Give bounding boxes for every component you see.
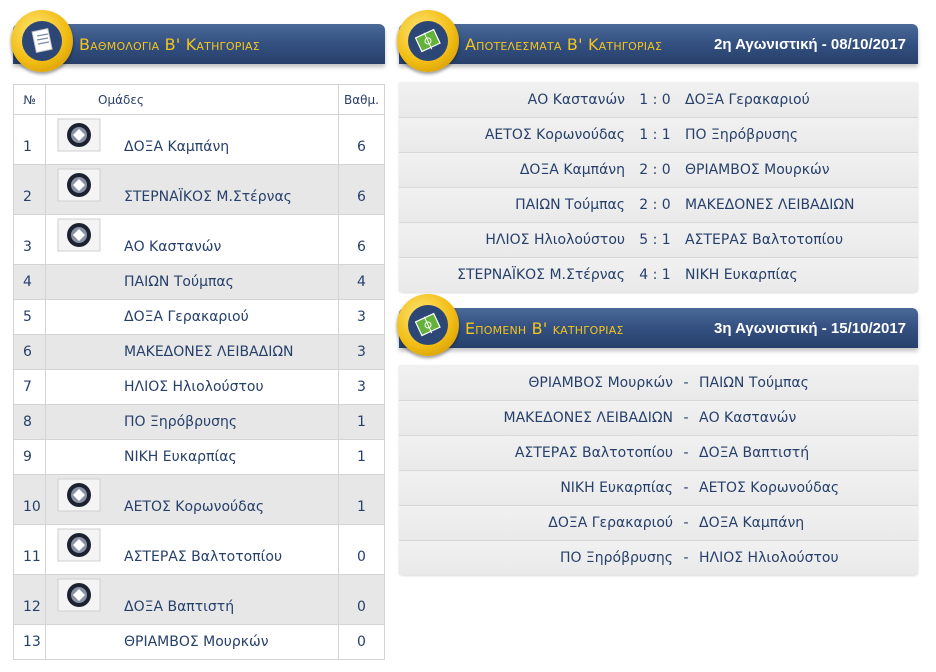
team-logo-icon	[56, 118, 102, 152]
team-points: 0	[339, 625, 385, 660]
team-points: 0	[339, 525, 385, 575]
home-team: ΝΙΚΗ Ευκαρπίας	[560, 480, 673, 496]
team-cell	[46, 625, 339, 660]
away-team: ΜΑΚΕΔΟΝΕΣ ΛΕΙΒΑΔΙΩΝ	[685, 197, 855, 213]
team-cell	[46, 115, 339, 165]
standings-table	[13, 84, 385, 660]
home-team: ΠΟ Ξηρόβρυσης	[559, 550, 673, 566]
football-pitch-icon	[414, 27, 442, 55]
match-row[interactable]	[399, 365, 918, 400]
standings-title: Βαθμολογια Β' Κατηγοριας	[79, 34, 260, 54]
table-row[interactable]	[14, 475, 385, 525]
row-position: 1	[14, 115, 46, 165]
match-row[interactable]	[399, 257, 918, 292]
team-points: 1	[339, 440, 385, 475]
team-logo-icon	[56, 478, 102, 512]
table-row[interactable]	[14, 335, 385, 370]
football-pitch-icon	[414, 311, 442, 339]
match-row[interactable]	[399, 82, 918, 117]
team-cell	[46, 265, 339, 300]
row-position: 7	[14, 370, 46, 405]
match-separator: -	[683, 480, 689, 496]
team-points: 0	[339, 575, 385, 625]
team-points: 4	[339, 265, 385, 300]
document-icon	[29, 27, 55, 55]
home-team: ΑΟ Καστανών	[527, 91, 625, 108]
row-position: 13	[14, 625, 46, 660]
col-points: Βαθμ.	[339, 85, 385, 115]
team-name[interactable]: ΣΤΕΡΝΑΪΚΟΣ Μ.Στέρνας	[124, 189, 292, 205]
row-position: 6	[14, 335, 46, 370]
match-row[interactable]	[399, 505, 918, 540]
match-separator: -	[683, 410, 689, 426]
results-badge	[397, 10, 459, 72]
team-points: 3	[339, 335, 385, 370]
team-name[interactable]: ΑΟ Καστανών	[124, 239, 222, 255]
home-team: ΑΕΤΟΣ Κορωνούδας	[484, 127, 625, 143]
team-points: 6	[339, 165, 385, 215]
home-team: ΘΡΙΑΜΒΟΣ Μουρκών	[528, 374, 673, 391]
team-cell	[46, 525, 339, 575]
match-separator: -	[683, 550, 689, 566]
home-team: ΜΑΚΕΔΟΝΕΣ ΛΕΙΒΑΔΙΩΝ	[503, 410, 673, 426]
match-score: 4 : 1	[639, 267, 671, 283]
home-team: ΔΟΞΑ Γερακαριού	[548, 515, 673, 531]
col-position: №	[14, 85, 46, 115]
home-team: ΣΤΕΡΝΑΪΚΟΣ Μ.Στέρνας	[457, 267, 625, 283]
table-row[interactable]	[14, 525, 385, 575]
away-team: ΠΑΙΩΝ Τούμπας	[699, 374, 809, 391]
table-row[interactable]	[14, 265, 385, 300]
team-name[interactable]: ΜΑΚΕΔΟΝΕΣ ΛΕΙΒΑΔΙΩΝ	[124, 344, 294, 360]
team-points: 6	[339, 215, 385, 265]
team-name[interactable]: ΑΣΤΕΡΑΣ Βαλτοτοπίου	[124, 549, 283, 565]
team-cell	[46, 475, 339, 525]
results-title: Αποτελεσματα Β' Κατηγοριας	[465, 34, 663, 54]
match-score: 1 : 0	[639, 91, 671, 108]
team-cell	[46, 370, 339, 405]
team-cell	[46, 300, 339, 335]
next-panel	[399, 365, 918, 575]
team-name[interactable]: ΔΟΞΑ Γερακαριού	[124, 309, 249, 325]
away-team: ΑΣΤΕΡΑΣ Βαλτοτοπίου	[685, 232, 844, 248]
results-round: 2η Αγωνιστική - 08/10/2017	[714, 35, 906, 53]
row-position: 2	[14, 165, 46, 215]
match-score: 2 : 0	[639, 197, 671, 213]
row-position: 10	[14, 475, 46, 525]
team-name[interactable]: ΠΑΙΩΝ Τούμπας	[124, 274, 234, 290]
team-cell	[46, 165, 339, 215]
match-separator: -	[683, 515, 689, 531]
row-position: 8	[14, 405, 46, 440]
row-position: 9	[14, 440, 46, 475]
table-row[interactable]	[14, 625, 385, 660]
away-team: ΑΟ Καστανών	[699, 410, 797, 426]
team-name[interactable]: ΠΟ Ξηρόβρυσης	[124, 414, 238, 430]
next-badge	[397, 294, 459, 356]
team-name[interactable]: ΗΛΙΟΣ Ηλιολούστου	[124, 379, 264, 395]
away-team: ΘΡΙΑΜΒΟΣ Μουρκών	[685, 162, 830, 178]
team-cell	[46, 575, 339, 625]
results-header	[399, 24, 918, 64]
team-logo-icon	[56, 218, 102, 252]
table-row[interactable]	[14, 575, 385, 625]
col-team: Ομάδες	[46, 85, 339, 115]
team-points: 3	[339, 370, 385, 405]
team-name[interactable]: ΘΡΙΑΜΒΟΣ Μουρκών	[124, 634, 269, 650]
away-team: ΔΟΞΑ Καμπάνη	[699, 515, 805, 531]
table-row[interactable]	[14, 165, 385, 215]
match-score: 1 : 1	[639, 127, 671, 143]
match-score: 5 : 1	[639, 232, 671, 248]
away-team: ΗΛΙΟΣ Ηλιολούστου	[699, 550, 839, 566]
match-row[interactable]	[399, 187, 918, 222]
team-name[interactable]: ΝΙΚΗ Ευκαρπίας	[124, 449, 237, 465]
team-points: 1	[339, 475, 385, 525]
home-team: ΑΣΤΕΡΑΣ Βαλτοτοπίου	[514, 445, 673, 461]
table-row[interactable]	[14, 440, 385, 475]
team-name[interactable]: ΔΟΞΑ Βαπτιστή	[124, 599, 235, 615]
team-cell	[46, 335, 339, 370]
match-separator: -	[683, 445, 689, 461]
away-team: ΠΟ Ξηρόβρυσης	[685, 127, 799, 143]
away-team: ΔΟΞΑ Βαπτιστή	[699, 445, 810, 461]
team-cell	[46, 440, 339, 475]
row-position: 12	[14, 575, 46, 625]
team-cell	[46, 405, 339, 440]
away-team: ΔΟΞΑ Γερακαριού	[685, 91, 810, 108]
match-row[interactable]	[399, 470, 918, 505]
match-row[interactable]	[399, 152, 918, 187]
home-team: ΗΛΙΟΣ Ηλιολούστου	[485, 232, 625, 248]
next-round: 3η Αγωνιστική - 15/10/2017	[714, 319, 906, 337]
team-points: 3	[339, 300, 385, 335]
row-position: 4	[14, 265, 46, 300]
next-header	[399, 308, 918, 348]
match-separator: -	[683, 374, 689, 391]
row-position: 11	[14, 525, 46, 575]
team-logo-icon	[56, 578, 102, 612]
away-team: ΑΕΤΟΣ Κορωνούδας	[699, 480, 840, 496]
table-row[interactable]	[14, 215, 385, 265]
team-cell	[46, 215, 339, 265]
table-row[interactable]	[14, 300, 385, 335]
away-team: ΝΙΚΗ Ευκαρπίας	[685, 267, 798, 283]
match-row[interactable]	[399, 400, 918, 435]
match-score: 2 : 0	[639, 162, 671, 178]
table-row[interactable]	[14, 115, 385, 165]
next-title: Επομενη Β' κατηγοριας	[465, 318, 624, 338]
match-row[interactable]	[399, 117, 918, 152]
match-row[interactable]	[399, 222, 918, 257]
results-panel	[399, 82, 918, 292]
team-points: 1	[339, 405, 385, 440]
table-row[interactable]	[14, 370, 385, 405]
standings-header	[13, 24, 385, 64]
team-name[interactable]: ΔΟΞΑ Καμπάνη	[124, 139, 230, 155]
team-points: 6	[339, 115, 385, 165]
team-name[interactable]: ΑΕΤΟΣ Κορωνούδας	[124, 499, 265, 515]
standings-badge	[11, 10, 73, 72]
team-logo-icon	[56, 168, 102, 202]
match-row[interactable]	[399, 435, 918, 470]
home-team: ΠΑΙΩΝ Τούμπας	[515, 197, 625, 213]
home-team: ΔΟΞΑ Καμπάνη	[519, 162, 625, 178]
table-row[interactable]	[14, 405, 385, 440]
team-logo-icon	[56, 528, 102, 562]
match-row[interactable]	[399, 540, 918, 575]
row-position: 5	[14, 300, 46, 335]
row-position: 3	[14, 215, 46, 265]
